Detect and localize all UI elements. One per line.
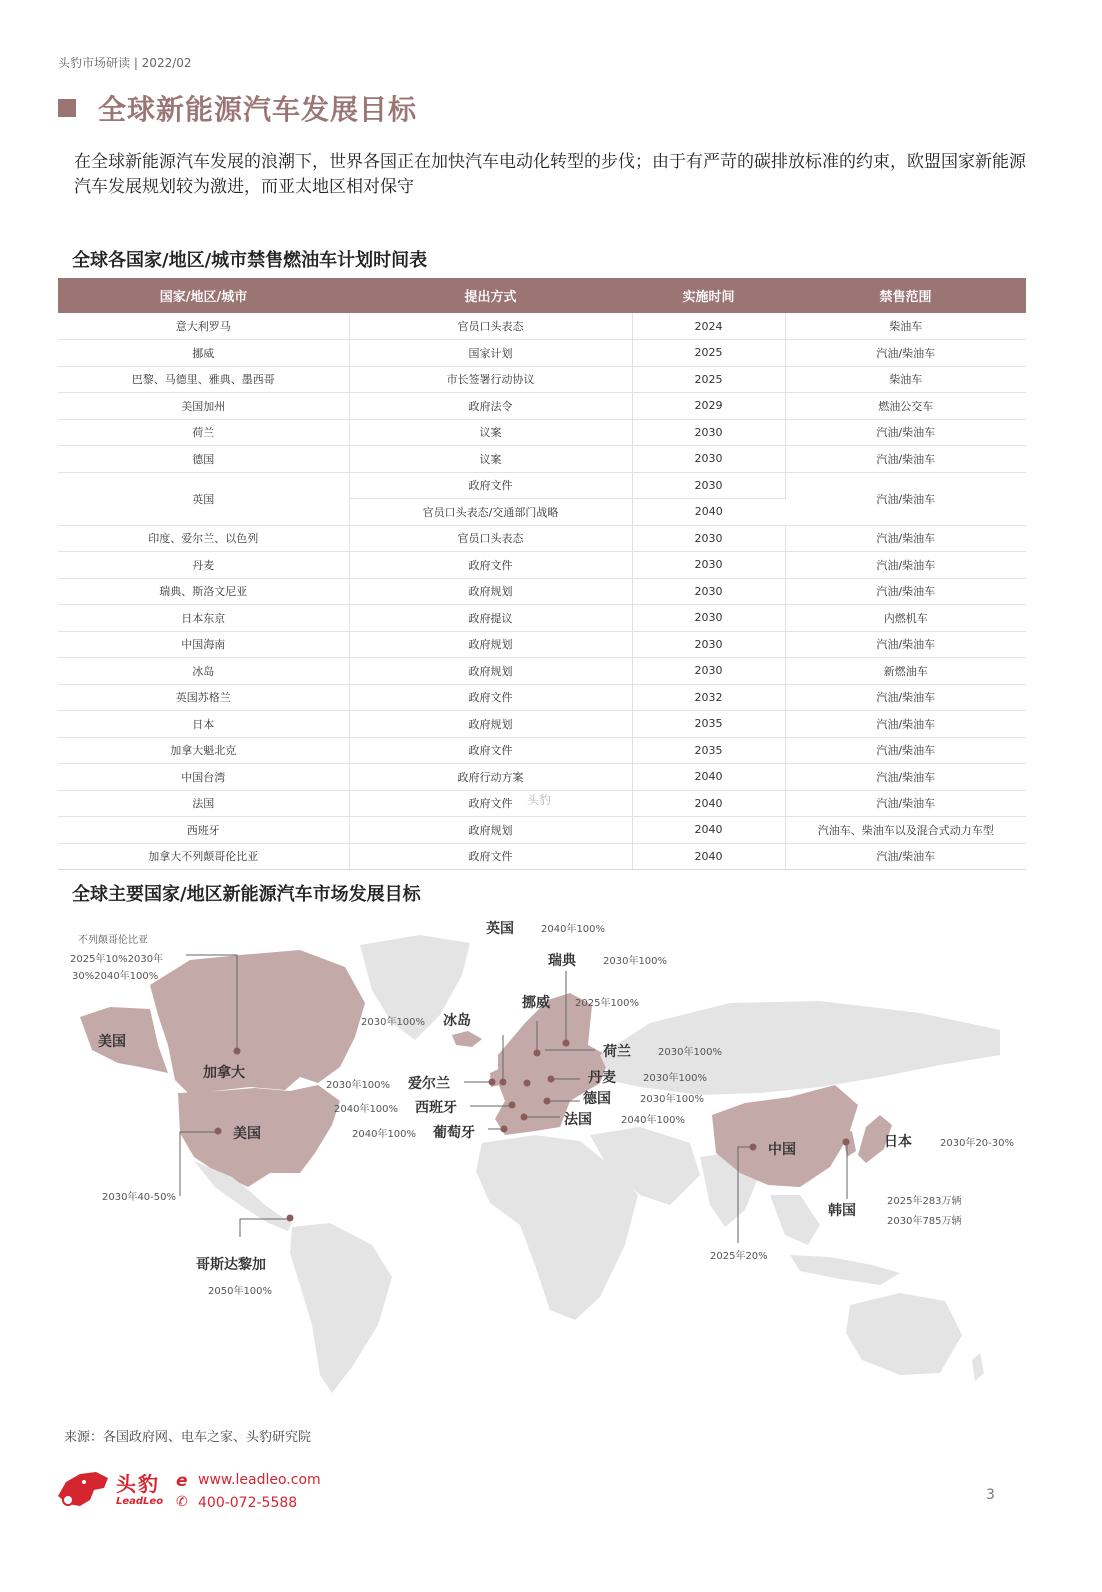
- cell-region: 挪威: [58, 340, 349, 367]
- marker-japan: [843, 1139, 850, 1146]
- table-title: 全球各国家/地区/城市禁售燃油车计划时间表: [72, 250, 428, 271]
- brand-name-cn: 头豹: [116, 1472, 160, 1496]
- cell-region: 日本: [58, 711, 349, 738]
- cell-method: 官员口头表态/交通部门战略: [349, 499, 632, 526]
- cell-region: 加拿大不列颠哥伦比亚: [58, 843, 349, 870]
- cell-method: 政府规划: [349, 711, 632, 738]
- cell-scope: 汽油/柴油车: [785, 631, 1026, 658]
- cell-region: 丹麦: [58, 552, 349, 579]
- map-target-portugal: 2040年100%: [352, 1129, 417, 1140]
- cell-scope: 汽油/柴油车: [785, 737, 1026, 764]
- iceland-shape: [452, 1031, 482, 1047]
- table-row: [58, 684, 1026, 711]
- map-label-korea: 韩国: [828, 1203, 856, 1219]
- cell-scope: 柴油车: [785, 313, 1026, 340]
- map-target-netherlands: 2030年100%: [658, 1047, 723, 1058]
- web-icon: e: [176, 1471, 188, 1491]
- map-label-germany: 德国: [583, 1091, 611, 1107]
- cell-scope: 燃油公交车: [785, 393, 1026, 420]
- map-target-japan: 2030年20-30%: [940, 1138, 1015, 1149]
- table-row: [58, 737, 1026, 764]
- cell-method: 政府规划: [349, 658, 632, 685]
- marker-costa-rica: [287, 1215, 294, 1222]
- cell-scope: 新燃油车: [785, 658, 1026, 685]
- cell-method: 政府文件: [349, 552, 632, 579]
- world-map: [0, 905, 1102, 1405]
- title-marker: [58, 99, 76, 117]
- cell-year: 2040: [632, 764, 785, 791]
- table-header-row: [58, 278, 1026, 313]
- table-row: [58, 313, 1026, 340]
- map-target-costa-rica: 2050年100%: [208, 1286, 273, 1297]
- cell-scope: 汽油/柴油车: [785, 843, 1026, 870]
- cell-year: 2025: [632, 340, 785, 367]
- cell-scope: 汽油/柴油车: [785, 552, 1026, 579]
- map-target-uk: 2040年100%: [541, 924, 606, 935]
- cell-method: 市长签署行动协议: [349, 366, 632, 393]
- map-target-spain: 2040年100%: [334, 1104, 399, 1115]
- map-label-norway: 挪威: [522, 995, 550, 1011]
- table-row: [58, 764, 1026, 791]
- watermark: 头豹: [527, 793, 552, 807]
- cell-scope: 汽油/柴油车: [785, 446, 1026, 473]
- map-target-norway: 2025年100%: [575, 998, 640, 1009]
- cell-scope: 柴油车: [785, 366, 1026, 393]
- table-row: [58, 393, 1026, 420]
- cell-method: 官员口头表态: [349, 313, 632, 340]
- map-label-sweden: 瑞典: [548, 953, 576, 969]
- cell-region: 德国: [58, 446, 349, 473]
- cell-scope: 汽油车、柴油车以及混合式动力车型: [785, 817, 1026, 844]
- cell-method: 政府提议: [349, 605, 632, 632]
- map-label-japan: 日本: [884, 1134, 912, 1150]
- map-target-sweden: 2030年100%: [603, 956, 668, 967]
- cell-year: 2032: [632, 684, 785, 711]
- table-row: [58, 631, 1026, 658]
- table-row: [58, 446, 1026, 473]
- cell-scope: 汽油/柴油车: [785, 419, 1026, 446]
- phone-icon: ✆: [176, 1494, 188, 1510]
- cell-region: 美国加州: [58, 393, 349, 420]
- map-target-korea-2: 2030年785万辆: [887, 1216, 962, 1227]
- cell-scope: 汽油/柴油车: [785, 790, 1026, 817]
- map-label-portugal: 葡萄牙: [433, 1125, 475, 1141]
- cell-year: 2030: [632, 578, 785, 605]
- marker-netherlands: [524, 1080, 531, 1087]
- table-row: [58, 366, 1026, 393]
- cell-year: 2030: [632, 552, 785, 579]
- table-row: [58, 552, 1026, 579]
- cell-year: 2029: [632, 393, 785, 420]
- marker-germany: [544, 1098, 551, 1105]
- marker-norway: [534, 1050, 541, 1057]
- cell-region: 法国: [58, 790, 349, 817]
- map-label-iceland: 冰岛: [443, 1013, 471, 1029]
- south-america-shape: [290, 1223, 392, 1393]
- cell-year: 2040: [632, 817, 785, 844]
- cell-region: 意大利罗马: [58, 313, 349, 340]
- map-target-china: 2025年20%: [710, 1251, 768, 1262]
- cell-scope: 汽油/柴油车: [785, 684, 1026, 711]
- col-header-scope: 禁售范围: [785, 278, 1026, 313]
- table-row: [58, 658, 1026, 685]
- col-header-method: 提出方式: [349, 278, 632, 313]
- map-label-costa-rica: 哥斯达黎加: [196, 1257, 266, 1273]
- table-row: [58, 419, 1026, 446]
- marker-uk: [500, 1079, 507, 1086]
- table-row: [58, 578, 1026, 605]
- cell-method: 国家计划: [349, 340, 632, 367]
- cell-method: 政府行动方案: [349, 764, 632, 791]
- map-label-denmark: 丹麦: [588, 1070, 616, 1086]
- map-target-denmark: 2030年100%: [643, 1073, 708, 1084]
- cell-year: 2024: [632, 313, 785, 340]
- table-row: [58, 525, 1026, 552]
- cell-year: 2025: [632, 366, 785, 393]
- map-target-bc-1: 2025年10%2030年: [70, 954, 164, 965]
- page-title-row: [58, 88, 417, 128]
- cell-year: 2030: [632, 658, 785, 685]
- cell-year: 2030: [632, 446, 785, 473]
- map-label-alaska: 美国: [98, 1034, 126, 1050]
- source-note: 来源：各国政府网、电车之家、头豹研究院: [64, 1430, 312, 1445]
- cell-method: 政府规划: [349, 817, 632, 844]
- cell-scope: 汽油/柴油车: [785, 472, 1026, 525]
- ban-schedule-table: [58, 278, 1026, 870]
- cell-year: 2030: [632, 419, 785, 446]
- table-row: [58, 817, 1026, 844]
- marker-china: [750, 1144, 757, 1151]
- map-title: 全球主要国家/地区新能源汽车市场发展目标: [72, 884, 421, 905]
- cell-year: 2035: [632, 711, 785, 738]
- map-target-germany: 2030年100%: [640, 1094, 705, 1105]
- phone-number: 400-072-5588: [198, 1495, 298, 1511]
- marker-portugal: [501, 1126, 508, 1133]
- new-zealand-shape: [972, 1353, 984, 1381]
- cell-scope: 汽油/柴油车: [785, 525, 1026, 552]
- cell-region: 英国苏格兰: [58, 684, 349, 711]
- canada-shape: [150, 950, 365, 1095]
- table-row: [58, 472, 1026, 499]
- map-target-france: 2040年100%: [621, 1115, 686, 1126]
- se-asia-shape: [770, 1195, 820, 1245]
- cell-region: 冰岛: [58, 658, 349, 685]
- table-row: [58, 605, 1026, 632]
- cell-year: 2030: [632, 472, 785, 499]
- leopard-logo-icon: [54, 1466, 114, 1510]
- map-label-netherlands: 荷兰: [603, 1044, 631, 1060]
- map-target-bc-2: 30%2040年100%: [72, 971, 159, 982]
- marker-denmark: [548, 1076, 555, 1083]
- cell-method: 政府规划: [349, 578, 632, 605]
- cell-region: 加拿大魁北克: [58, 737, 349, 764]
- map-label-bc: 不列颠哥伦比亚: [78, 935, 148, 946]
- cell-year: 2040: [632, 499, 785, 526]
- map-label-canada: 加拿大: [203, 1065, 245, 1081]
- cell-method: 议案: [349, 419, 632, 446]
- table-row: [58, 340, 1026, 367]
- map-label-france: 法国: [564, 1112, 592, 1128]
- cell-method: 政府文件: [349, 684, 632, 711]
- cell-year: 2030: [632, 525, 785, 552]
- report-header: 头豹市场研读 | 2022/02: [58, 56, 192, 70]
- cell-region: 中国台湾: [58, 764, 349, 791]
- col-header-region: 国家/地区/城市: [58, 278, 349, 313]
- indonesia-shape: [790, 1255, 900, 1285]
- cell-scope: 汽油/柴油车: [785, 340, 1026, 367]
- intro-paragraph: 在全球新能源汽车发展的浪潮下，世界各国正在加快汽车电动化转型的步伐；由于有严苛的碳排放标准的约束，欧盟国家新能源汽车发展规划较为激进，而亚太地区相对保守: [74, 152, 1026, 197]
- cell-year: 2030: [632, 631, 785, 658]
- marker-spain: [509, 1102, 516, 1109]
- marker-france: [521, 1114, 528, 1121]
- cell-region: 日本东京: [58, 605, 349, 632]
- cell-method: 政府法令: [349, 393, 632, 420]
- map-label-china: 中国: [768, 1142, 796, 1158]
- australia-shape: [846, 1293, 962, 1375]
- map-label-spain: 西班牙: [415, 1100, 457, 1116]
- map-label-ireland: 爱尔兰: [408, 1076, 450, 1092]
- website-link[interactable]: www.leadleo.com: [198, 1472, 321, 1488]
- cell-method: 政府文件: [349, 737, 632, 764]
- table-row: [58, 711, 1026, 738]
- cell-region: 瑞典、斯洛文尼亚: [58, 578, 349, 605]
- cell-method: 政府文件: [349, 843, 632, 870]
- table-row: [58, 843, 1026, 870]
- cell-region: 西班牙: [58, 817, 349, 844]
- map-target-iceland: 2030年100%: [361, 1017, 426, 1028]
- map-label-us: 美国: [233, 1126, 261, 1142]
- marker-sweden: [563, 1040, 570, 1047]
- cell-scope: 内燃机车: [785, 605, 1026, 632]
- cell-region: 英国: [58, 472, 349, 525]
- cell-scope: 汽油/柴油车: [785, 764, 1026, 791]
- col-header-year: 实施时间: [632, 278, 785, 313]
- cell-region: 中国海南: [58, 631, 349, 658]
- map-target-ireland: 2030年100%: [326, 1080, 391, 1091]
- page-number: 3: [986, 1487, 995, 1503]
- cell-region: 荷兰: [58, 419, 349, 446]
- cell-year: 2040: [632, 790, 785, 817]
- cell-method: 政府规划: [349, 631, 632, 658]
- cell-method: 官员口头表态: [349, 525, 632, 552]
- cell-scope: 汽油/柴油车: [785, 578, 1026, 605]
- cell-year: 2030: [632, 605, 785, 632]
- page-title: 全球新能源汽车发展目标: [98, 93, 418, 126]
- cell-region: 印度、爱尔兰、以色列: [58, 525, 349, 552]
- cell-method: 议案: [349, 446, 632, 473]
- map-target-us: 2030年40-50%: [102, 1192, 177, 1203]
- marker-ireland: [489, 1079, 496, 1086]
- cell-year: 2040: [632, 843, 785, 870]
- marker-canada: [234, 1048, 241, 1055]
- cell-region: 巴黎、马德里、雅典、墨西哥: [58, 366, 349, 393]
- cell-method: 政府文件: [349, 472, 632, 499]
- brand-name-en: LeadLeo: [116, 1496, 164, 1507]
- marker-usa: [215, 1128, 222, 1135]
- cell-year: 2035: [632, 737, 785, 764]
- cell-scope: 汽油/柴油车: [785, 711, 1026, 738]
- map-label-uk: 英国: [486, 921, 514, 937]
- map-target-korea-1: 2025年283万辆: [887, 1196, 962, 1207]
- cell-method: 政府文件: [349, 790, 632, 817]
